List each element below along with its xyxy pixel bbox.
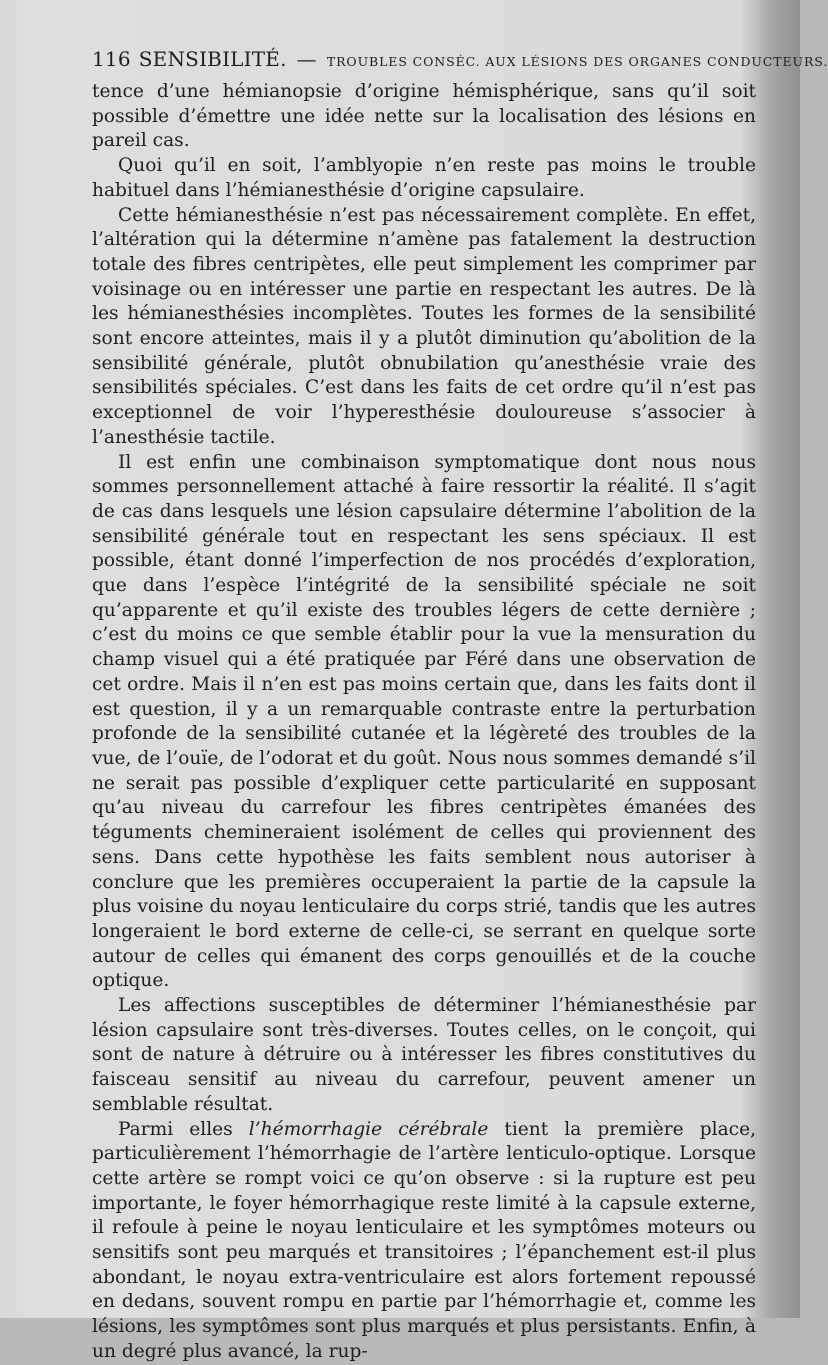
- paragraph-1: tence d’une hémianopsie d’origine hémisphérique, sans qu’il soit possible d’émettre une idée nette sur la localisation des lésions en pareil cas.: [92, 81, 756, 152]
- running-subtitle: TROUBLES CONSÉC. AUX LÉSIONS DES ORGANES CONDUCTEURS.: [326, 54, 828, 69]
- paragraph-6: [92, 1118, 756, 1365]
- body-text: [92, 80, 756, 1365]
- paragraph-6-rest: tient la première place, particulièrement l’hémorrhagie de l’artère lenticulo-optique. Lorsque cette artère se rompt voici ce qu’on observe : si la rupture est peu importante, le foyer hémorrhagique reste limité à la capsule externe, il refoule à peine le noyau lenticulaire et les symptômes moteurs ou sensitifs sont peu marqués et transitoires ; l’épanchement est-il plus abondant, le noyau extra-ventriculaire est alors fortement repoussé en dedans, souvent rompu en partie par l’hémorrhagie et, comme les lésions, les symptômes sont plus marqués et plus persistants. Enfin, à un degré plus avancé, la rup-: [92, 1118, 756, 1362]
- paragraph-2: Quoi qu’il en soit, l’amblyopie n’en reste pas moins le trouble habituel dans l’hémianesthésie d’origine capsulaire.: [92, 155, 756, 201]
- paragraph-3: Cette hémianesthésie n’est pas nécessairement complète. En effet, l’altération qui la détermine n’amène pas fatalement la destruction totale des fibres centripètes, elle peut simplement les comprimer par voisinage ou en intéresser une partie en respectant les autres. De là les hémianesthésies incomplètes. Toutes les formes de la sensibilité sont encore atteintes, mais il y a plutôt diminution qu’abolition de la sensibilité générale, plutôt obnubilation qu’anesthésie vraie des sensibilités spéciales. C’est dans les faits de cet ordre qu’il n’est pas exceptionnel de voir l’hyperesthésie douloureuse s’associer à l’anesthésie tactile.: [92, 204, 756, 448]
- running-header: [92, 46, 828, 75]
- header-dash: —: [296, 47, 317, 71]
- page-number: 116: [92, 47, 131, 71]
- paragraph-6-start: Parmi elles: [118, 1118, 249, 1140]
- running-title: SENSIBILITÉ.: [138, 47, 287, 71]
- paragraph-6-italic: l’hémorrhagie cérébrale: [248, 1118, 489, 1140]
- paragraph-4: Il est enfin une combinaison symptomatique dont nous nous sommes personnellement attaché à faire ressortir la réalité. Il s’agit de cas dans lesquels une lésion capsulaire détermine l’abolition de la sensibilité générale tout en respectant les sens spéciaux. Il est possible, étant donné l’imperfection de nos procédés d’exploration, que dans l’espèce l’intégrité de la sensibilité spéciale ne soit qu’apparente et qu’il existe des troubles légers de cette dernière ; c’est du moins ce que semble établir pour la vue la mensuration du champ visuel qui a été pratiquée par Féré dans une observation de cet ordre. Mais il n’en est pas moins certain que, dans les faits dont il est question, il y a un remarquable contraste entre la perturbation profonde de la sensibilité cutanée et la légèreté des troubles de la vue, de l’ouïe, de l’odorat et du goût. Nous nous sommes demandé s’il ne serait pas possible d’expliquer cette particularité en supposant qu’au niveau du carrefour les fibres centripètes émanées des téguments chemineraient isolément de celles qui proviennent des sens. Dans cette hypothèse les faits semblent nous autoriser à conclure que les premières occuperaient la partie de la capsule la plus voisine du noyau lenticulaire du corps strié, tandis que les autres longeraient le bord externe de celle-ci, se serrant en quelque sorte autour de celles qui émanent des corps genouillés et de la couche optique.: [92, 451, 756, 992]
- paragraph-5: Les affections susceptibles de déterminer l’hémianesthésie par lésion capsulaire sont très-diverses. Toutes celles, on le conçoit, qui sont de nature à détruire ou à intéresser les fibres constitutives du faisceau sensitif au niveau du carrefour, peuvent amener un semblable résultat.: [92, 995, 756, 1115]
